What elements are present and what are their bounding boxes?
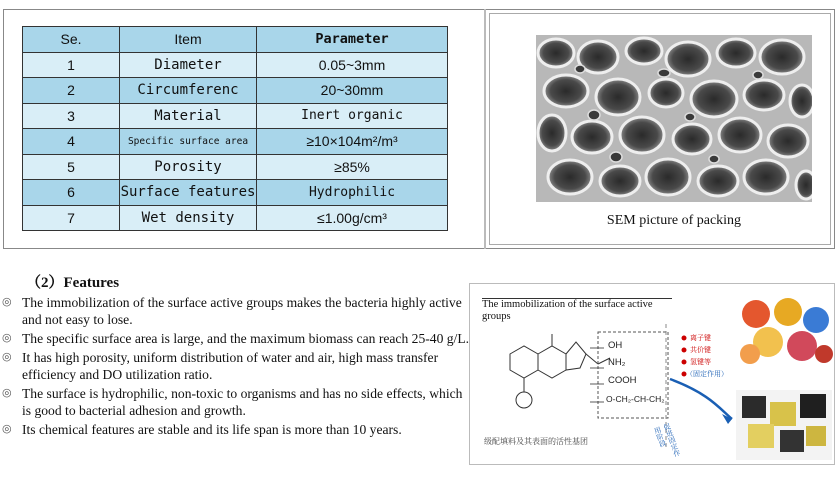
table-row [23, 52, 448, 78]
table-row [23, 205, 448, 231]
list-item [2, 421, 470, 438]
feature-text: The specific surface area is large, and the maximum biomass can reach 25-40 g/L. [22, 331, 470, 346]
table-row [23, 103, 448, 129]
bullet-icon: ◎ [2, 423, 12, 435]
bond-hydrogen: 氢键等 [690, 358, 711, 366]
row-number: 6 [23, 180, 120, 206]
header-se: Se. [23, 27, 120, 53]
feature-text: It has high porosity, uniform distribution of water and air, high mass transfer efficiency and DO utilization ratio. [22, 350, 439, 382]
row-value: Inert organic [257, 103, 448, 129]
vertical-label: 促进固定作用阶段 [652, 422, 682, 458]
row-value: ≤1.00g/cm³ [257, 205, 448, 231]
bullet-icon: ◎ [2, 296, 12, 308]
list-item [2, 385, 470, 419]
row-value: 20~30mm [257, 78, 448, 104]
feature-text: Its chemical features are stable and its life span is more than 10 years. [22, 422, 402, 437]
sem-image [536, 35, 812, 202]
bond-fixing: （固定作用） [686, 370, 728, 378]
header-parameter: Parameter [257, 27, 448, 53]
group-connectors [590, 348, 604, 402]
sem-caption: SEM picture of packing [606, 213, 742, 228]
diagram-title: The immobilization of the surface active groups [482, 298, 672, 323]
table-header-row [23, 27, 448, 53]
row-value: ≥10×104m²/m³ [257, 129, 448, 155]
table-row [23, 78, 448, 104]
row-value: ≥85% [257, 154, 448, 180]
immobilization-diagram [469, 283, 835, 465]
list-item [2, 330, 470, 347]
bond-covalent: 共价键 [690, 346, 711, 354]
features-title: （2）Features [26, 275, 120, 291]
row-item: Diameter [120, 52, 257, 78]
group-oh: OH [608, 340, 623, 351]
diagram-caption: 级配填料及其表面的活性基团 [484, 437, 588, 446]
arrow-icon [670, 379, 732, 419]
row-number: 5 [23, 154, 120, 180]
bullet-icon: ◎ [2, 351, 12, 363]
feature-text: The immobilization of the surface active groups makes the bacteria highly active and not easy to lose. [22, 295, 462, 327]
row-value: 0.05~3mm [257, 52, 448, 78]
list-item [2, 349, 470, 383]
row-number: 4 [23, 129, 120, 155]
row-item: Material [120, 103, 257, 129]
bond-ionic: 离子键 [690, 334, 711, 342]
group-epoxy: O-CH₂-CH-CH₂ [606, 394, 665, 404]
sponge-cube-image [736, 390, 832, 460]
row-item: Wet density [120, 205, 257, 231]
row-item: Surface features [120, 180, 257, 206]
table-row [23, 154, 448, 180]
frame-divider [484, 9, 486, 249]
row-item: Circumferenc [120, 78, 257, 104]
group-nh2: NH₂ [608, 357, 626, 368]
row-number: 7 [23, 205, 120, 231]
row-item: Specific surface area [120, 129, 257, 155]
table-row [23, 180, 448, 206]
bullet-icon: ◎ [2, 332, 12, 344]
features-list [2, 294, 470, 440]
bullet-icon: ◎ [2, 387, 12, 399]
feature-text: The surface is hydrophilic, non-toxic to organisms and has no side effects, which is good to bacterial adhesion and growth. [22, 386, 463, 418]
row-number: 2 [23, 78, 120, 104]
molecule-structure [510, 334, 610, 408]
list-item [2, 294, 470, 328]
row-value: Hydrophilic [257, 180, 448, 206]
header-item: Item [120, 27, 257, 53]
microbe-ball-image [736, 298, 833, 368]
table-row [23, 129, 448, 155]
row-number: 1 [23, 52, 120, 78]
group-cooh: COOH [608, 375, 637, 386]
row-number: 3 [23, 103, 120, 129]
parameter-table [22, 26, 448, 231]
row-item: Porosity [120, 154, 257, 180]
